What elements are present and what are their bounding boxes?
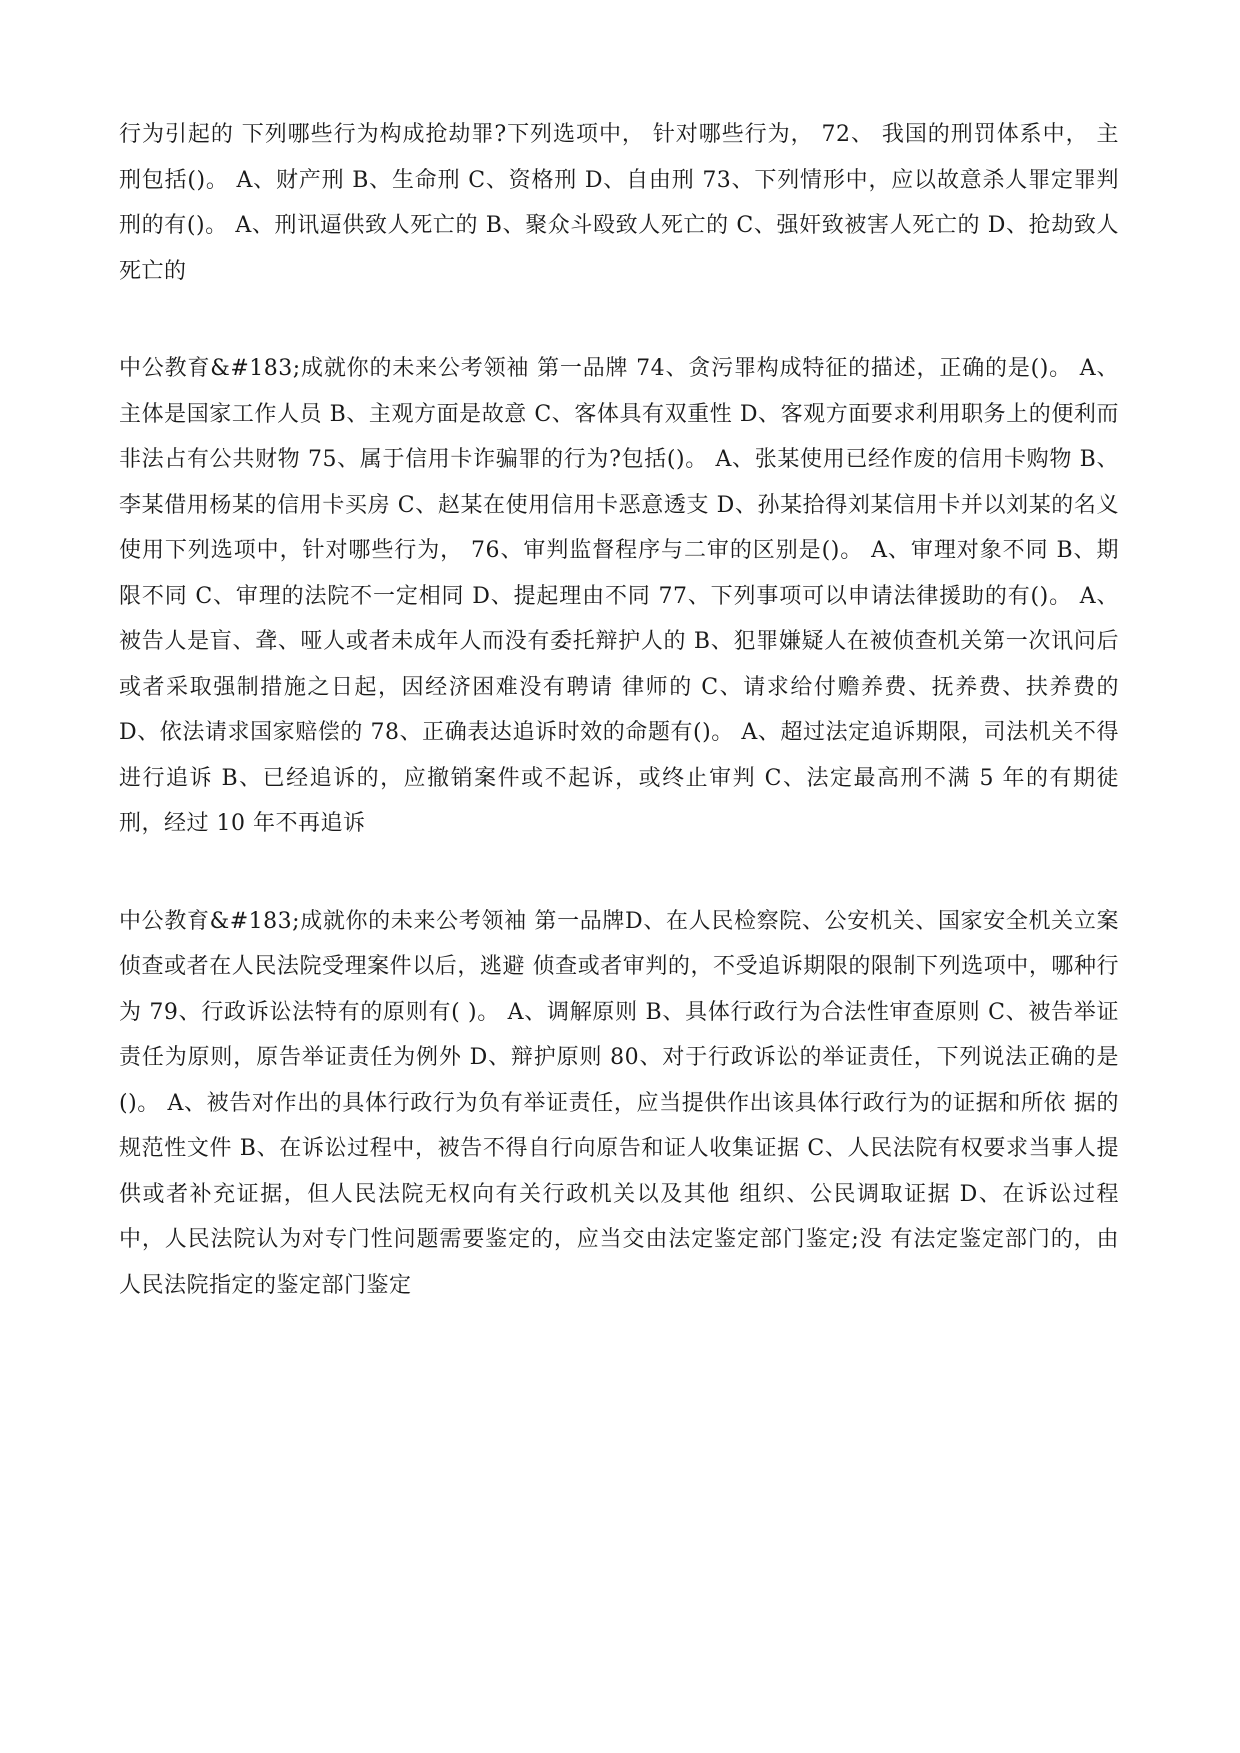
paragraph-3: 中公教育&#183;成就你的未来公考领袖 第一品牌D、在人民检察院、公安机关、国家安全机关立案侦查或者在人民法院受理案件以后，逃避 侦查或者审判的，不受追诉期限的限制下列选项中，哪种行为 79、行政诉讼法特有的原则有( )。 A、调解原则 B、具体行政行为合法性审查原则 C、被告举证责任为原则，原告举证责任为例外 D、辩护原则 80、对于行政诉讼的举证责任，下列说法正确的是()。 A、被告对作出的具体行政行为负有举证责任，应当提供作出该具体行政行为的证据和所依 据的规范性文件 B、在诉讼过程中，被告不得自行向原告和证人收集证据 C、人民法院有权要求当事人提供或者补充证据，但人民法院无权向有关行政机关以及其他 组织、公民调取证据 D、在诉讼过程中，人民法院认为对专门性问题需要鉴定的，应当交由法定鉴定部门鉴定;没 有法定鉴定部门的，由人民法院指定的鉴定部门鉴定	[119, 908, 1119, 1298]
paragraph-1: 行为引起的 下列哪些行为构成抢劫罪?下列选项中， 针对哪些行为， 72、 我国的刑罚体系中， 主刑包括()。 A、财产刑 B、生命刑 C、资格刑 D、自由刑 73、下列情形中，应以故意杀人罪定罪判刑的有()。 A、刑讯逼供致人死亡的 B、聚众斗殴致人死亡的 C、强奸致被害人死亡的 D、抢劫致人死亡的	[119, 122, 1119, 284]
paragraph-2: 中公教育&#183;成就你的未来公考领袖 第一品牌 74、贪污罪构成特征的描述，正确的是()。 A、主体是国家工作人员 B、主观方面是故意 C、客体具有双重性 D、客观方面要求利用职务上的便利而非法占有公共财物 75、属于信用卡诈骗罪的行为?包括()。 A、张某使用已经作废的信用卡购物 B、李某借用杨某的信用卡买房 C、赵某在使用信用卡恶意透支 D、孙某拾得刘某信用卡并以刘某的名义使用下列选项中，针对哪些行为， 76、审判监督程序与二审的区别是()。 A、审理对象不同 B、期限不同 C、审理的法院不一定相同 D、提起理由不同 77、下列事项可以申请法律援助的有()。 A、被告人是盲、聋、哑人或者未成年人而没有委托辩护人的 B、犯罪嫌疑人在被侦查机关第一次讯问后或者采取强制措施之日起，因经济困难没有聘请 律师的 C、请求给付赡养费、抚养费、扶养费的 D、依法请求国家赔偿的 78、正确表达追诉时效的命题有()。 A、超过法定追诉期限，司法机关不得进行追诉 B、已经追诉的，应撤销案件或不起诉，或终止审判 C、法定最高刑不满 5 年的有期徒刑，经过 10 年不再追诉	[119, 356, 1119, 836]
document-page	[119, 112, 1119, 1308]
